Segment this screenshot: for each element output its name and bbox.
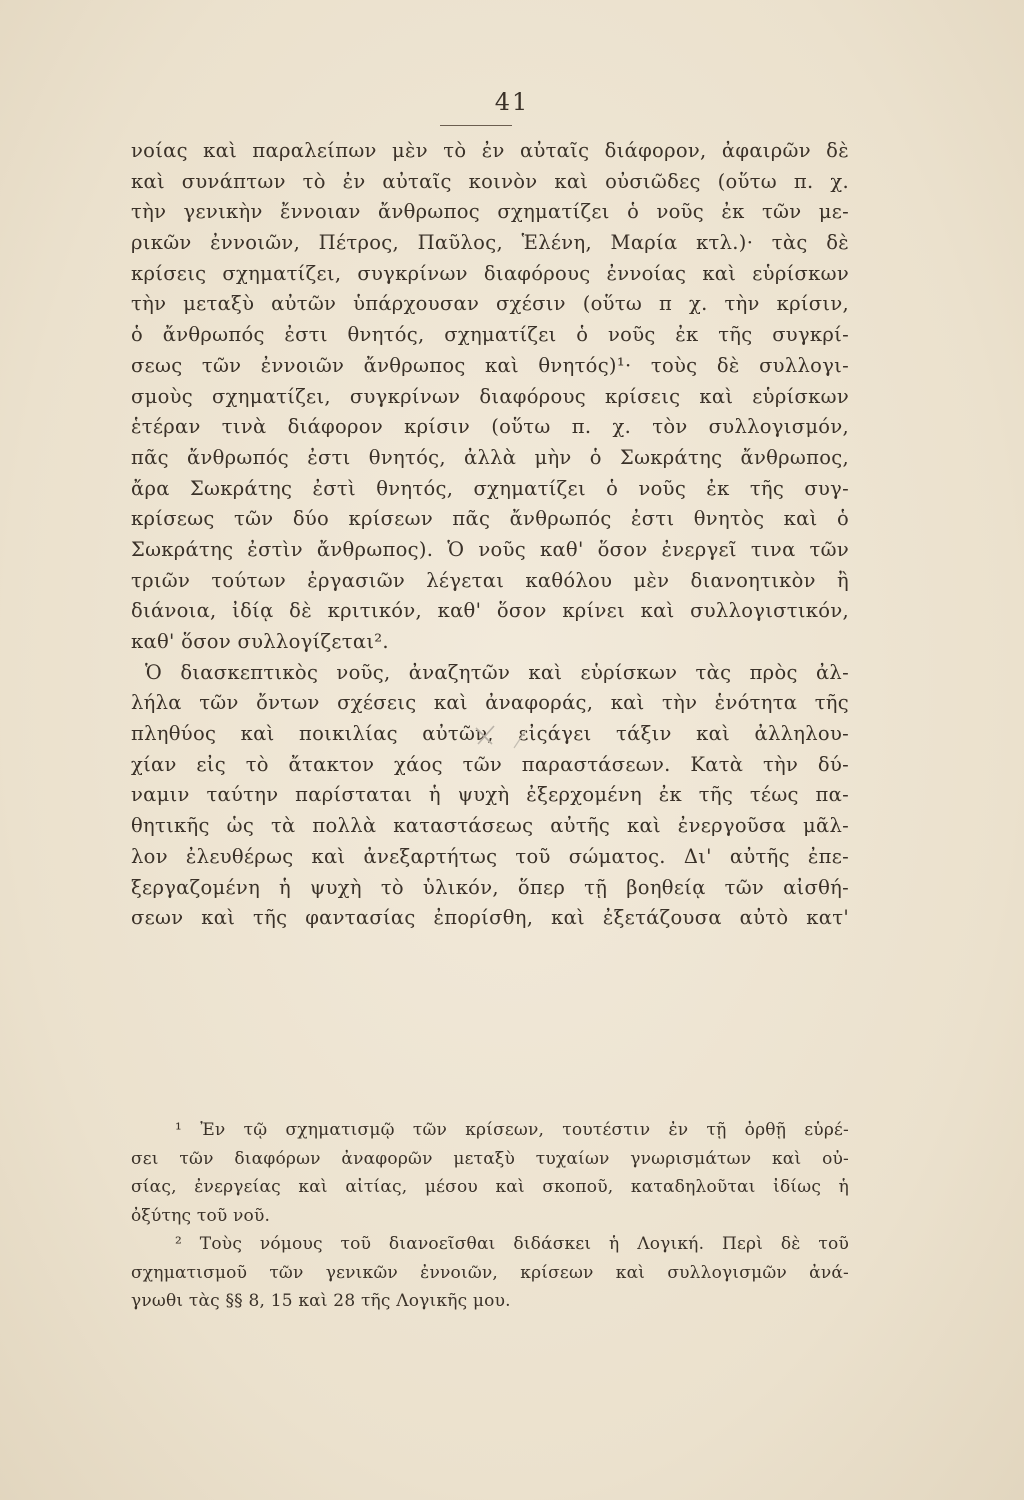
text-line: λήλα τῶν ὄντων σχέσεις καὶ ἀναφοράς, καὶ τὴν ἑνότητα τῆς: [131, 691, 849, 715]
text-line: σεως τῶν ἐννοιῶν ἄνθρωπος καὶ θνητός)¹· τοὺς δὲ συλλογι-: [131, 353, 849, 377]
text-line: ξεργαζομένη ἡ ψυχὴ τὸ ὑλικόν, ὅπερ τῇ βοηθείᾳ τῶν αἰσθή-: [131, 875, 849, 899]
text-line: σμοὺς σχηματίζει, συγκρίνων διαφόρους κρίσεις καὶ εὑρίσκων: [131, 384, 849, 408]
pencil-mark-icon: [470, 722, 530, 752]
footnote-line: γνωθι τὰς §§ 8, 15 καὶ 28 τῆς Λογικῆς μου.: [131, 1291, 511, 1311]
footnotes: [131, 1116, 849, 1316]
footnote-line: σίας, ἐνεργείας καὶ αἰτίας, μέσου καὶ σκοποῦ, καταδηλοῦται ἰδίως ἡ: [131, 1177, 849, 1197]
text-line: διάνοια, ἰδίᾳ δὲ κριτικόν, καθ' ὅσον κρίνει καὶ συλλογιστικόν,: [131, 599, 849, 623]
header-rule: [440, 125, 512, 126]
text-line: πᾶς ἄνθρωπός ἐστι θνητός, ἀλλὰ μὴν ὁ Σωκράτης ἄνθρωπος,: [131, 445, 849, 469]
text-line: θητικῆς ὡς τὰ πολλὰ καταστάσεως αὐτῆς καὶ ἐνεργοῦσα μᾶλ-: [131, 814, 849, 838]
text-line: νοίας καὶ παραλείπων μὲν τὸ ἐν αὐταῖς διάφορον, ἀφαιρῶν δὲ: [131, 139, 849, 162]
text-line: λον ἐλευθέρως καὶ ἀνεξαρτήτως τοῦ σώματος. Δι' αὐτῆς ἐπε-: [131, 844, 849, 868]
footnote-line: ² Τοὺς νόμους τοῦ διανοεῖσθαι διδάσκει ἡ Λογική. Περὶ δὲ τοῦ: [175, 1234, 849, 1254]
text-line: τὴν γενικὴν ἔννοιαν ἄνθρωπος σχηματίζει ὁ νοῦς ἐκ τῶν με-: [131, 200, 849, 224]
text-line: κρίσεως τῶν δύο κρίσεων πᾶς ἄνθρωπός ἐστι θνητὸς καὶ ὁ: [131, 507, 849, 531]
text-line: καθ' ὅσον συλλογίζεται².: [131, 630, 389, 653]
text-line: καὶ συνάπτων τὸ ἐν αὐταῖς κοινὸν καὶ οὐσιῶδες (οὕτω π. χ.: [131, 169, 849, 193]
paragraph-start-line: Ὁ διασκεπτικὸς νοῦς, ἀναζητῶν καὶ εὑρίσκων τὰς πρὸς ἀλ-: [145, 660, 849, 684]
text-line: κρίσεις σχηματίζει, συγκρίνων διαφόρους ἐννοίας καὶ εὑρίσκων: [131, 261, 849, 285]
footnote-line: ὀξύτης τοῦ νοῦ.: [131, 1205, 271, 1226]
text-line: ἑτέραν τινὰ διάφορον κρίσιν (οὕτω π. χ. τὸν συλλογισμόν,: [131, 415, 849, 439]
text-line: πληθύος καὶ ποικιλίας αὐτῶν, εἰςάγει τάξιν καὶ ἀλληλου-: [131, 722, 849, 746]
text-line: τὴν μεταξὺ αὐτῶν ὑπάρχουσαν σχέσιν (οὕτω π χ. τὴν κρίσιν,: [131, 292, 849, 316]
text-line: σεων καὶ τῆς φαντασίας ἐπορίσθη, καὶ ἐξετάζουσα αὐτὸ κατ': [131, 906, 849, 930]
footnote-line: ¹ Ἐν τῷ σχηματισμῷ τῶν κρίσεων, τουτέστιν ἐν τῇ ὀρθῇ εὑρέ-: [175, 1120, 849, 1140]
text-line: τριῶν τούτων ἐργασιῶν λέγεται καθόλου μὲν διανοητικὸν ἢ: [131, 568, 849, 592]
footnote-line: σχηματισμοῦ τῶν γενικῶν ἐννοιῶν, κρίσεων καὶ συλλογισμῶν ἀνά-: [131, 1262, 849, 1283]
main-text: [131, 136, 849, 934]
page-number: 41: [494, 88, 530, 116]
text-line: ἄρα Σωκράτης ἐστὶ θνητός, σχηματίζει ὁ νοῦς ἐκ τῆς συγ-: [131, 476, 849, 500]
text-line: ρικῶν ἐννοιῶν, Πέτρος, Παῦλος, Ἑλένη, Μαρία κτλ.)· τὰς δὲ: [131, 231, 849, 255]
footnote-line: σει τῶν διαφόρων ἀναφορῶν μεταξὺ τυχαίων γνωρισμάτων καὶ οὐ-: [131, 1148, 849, 1169]
text-line: ὁ ἄνθρωπός ἐστι θνητός, σχηματίζει ὁ νοῦς ἐκ τῆς συγκρί-: [131, 323, 849, 347]
text-line: Σωκράτης ἐστὶν ἄνθρωπος). Ὁ νοῦς καθ' ὅσον ἐνεργεῖ τινα τῶν: [131, 537, 849, 561]
text-line: χίαν εἰς τὸ ἄτακτον χάος τῶν παραστάσεων. Κατὰ τὴν δύ-: [131, 752, 849, 776]
text-line: ναμιν ταύτην παρίσταται ἡ ψυχὴ ἐξερχομένη ἐκ τῆς τέως πα-: [131, 783, 849, 807]
